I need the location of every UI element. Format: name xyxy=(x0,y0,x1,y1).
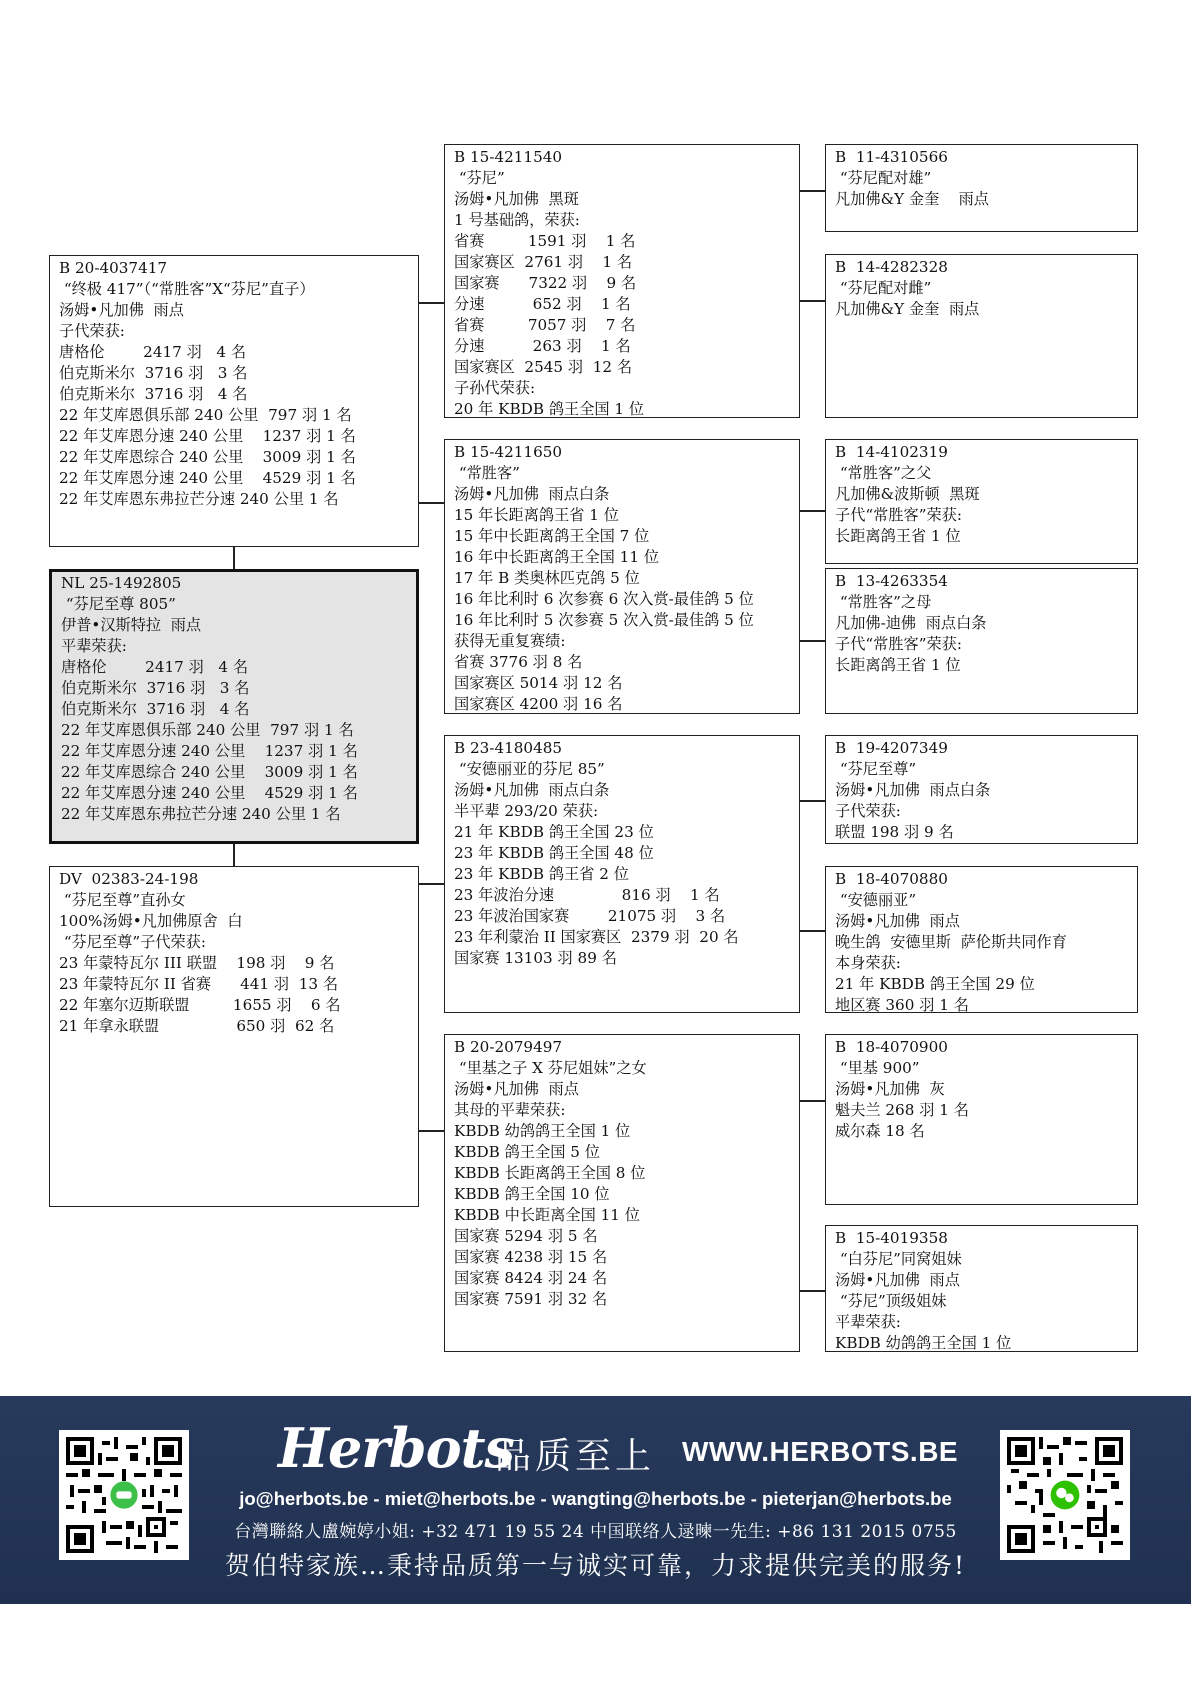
pedigree-line: KBDB 幼鸽鸽王全国 1 位 xyxy=(835,1334,1012,1352)
pigeon-name: “芬尼配对雌” xyxy=(835,279,932,297)
pedigree-line: 23 年利蒙治 II 国家赛区 2379 羽 20 名 xyxy=(454,928,739,946)
pedigree-line: 凡加佛-迪佛 雨点白条 xyxy=(835,614,987,632)
pedigree-line: 国家赛 4238 羽 15 名 xyxy=(454,1248,608,1266)
pedigree-line: KBDB 中长距离全国 11 位 xyxy=(454,1206,640,1224)
pedigree-line: 晚生鸽 安德里斯 萨伦斯共同作育 xyxy=(835,933,1067,951)
ring-number: B 18-4070900 xyxy=(835,1038,948,1056)
pedigree-line: “芬尼”顶级姐妹 xyxy=(835,1292,947,1310)
pedigree-line: 汤姆•凡加佛 雨点 xyxy=(835,912,960,930)
pedigree-line: 15 年长距离鸽王省 1 位 xyxy=(454,506,619,524)
pedigree-line: 国家赛区 4200 羽 16 名 xyxy=(454,695,623,713)
ring-number: B 19-4207349 xyxy=(835,739,948,757)
pedigree-line: 国家赛 8424 羽 24 名 xyxy=(454,1269,608,1287)
pedigree-line: 长距离鸽王省 1 位 xyxy=(835,527,961,545)
pedigree-line: 伊普•汉斯特拉 雨点 xyxy=(61,616,202,634)
ring-number: B 20-4037417 xyxy=(59,259,168,277)
pedigree-line: 汤姆•凡加佛 灰 xyxy=(835,1080,945,1098)
pedigree-line: 半平辈 293/20 荣获: xyxy=(454,802,599,820)
pedigree-line: 分速 263 羽 1 名 xyxy=(454,337,631,355)
ring-number: B 13-4263354 xyxy=(835,572,948,590)
ds-dam-card xyxy=(825,866,1138,1013)
sire-card xyxy=(49,255,419,547)
pedigree-line: 伯克斯米尔 3716 羽 3 名 xyxy=(61,679,250,697)
pedigree-line: 威尔森 18 名 xyxy=(835,1122,925,1140)
pedigree-line: 子代“常胜客”荣获: xyxy=(835,506,962,524)
motto: 贺伯特家族…秉持品质第一与诚实可靠，力求提供完美的服务! xyxy=(224,1551,967,1580)
pedigree-line: 16 年比利时 5 次参赛 5 次入赏-最佳鸽 5 位 xyxy=(454,611,754,629)
pedigree-line: 22 年艾库恩分速 240 公里 1237 羽 1 名 xyxy=(59,427,356,445)
pigeon-name: “终极 417”（“常胜客”X“芬尼”直子） xyxy=(59,280,315,298)
connector-gen3-g xyxy=(799,1100,825,1102)
contact-phones: 台灣聯絡人盧婉婷小姐: +32 471 19 55 24 中国联络人逯暕一先生: +86 131 2015 0755 xyxy=(234,1522,957,1542)
pedigree-line: 23 年蒙特瓦尔 III 联盟 198 羽 9 名 xyxy=(59,954,335,972)
dam-dam-card xyxy=(444,1034,800,1352)
pedigree-line: 21 年 KBDB 鸽王全国 23 位 xyxy=(454,823,654,841)
ring-number: B 15-4019358 xyxy=(835,1229,948,1247)
pedigree-line: 20 年 KBDB 鸽王全国 1 位 xyxy=(454,400,645,418)
pedigree-line: 国家赛区 5014 羽 12 名 xyxy=(454,674,623,692)
connector-gen3-h xyxy=(799,1290,825,1292)
ring-number: B 20-2079497 xyxy=(454,1038,563,1056)
ring-number: B 15-4211650 xyxy=(454,443,563,461)
pedigree-line: 22 年艾库恩俱乐部 240 公里 797 羽 1 名 xyxy=(61,721,354,739)
pedigree-line: 省赛 1591 羽 1 名 xyxy=(454,232,636,250)
herbots-logo: Herbots xyxy=(278,1416,514,1480)
ss-dam-card xyxy=(825,254,1138,418)
pedigree-line: 汤姆•凡加佛 雨点 xyxy=(454,1080,579,1098)
pigeon-name: “常胜客”之父 xyxy=(835,464,932,482)
pedigree-line: 伯克斯米尔 3716 羽 3 名 xyxy=(59,364,248,382)
pigeon-name: “芬尼至尊 805” xyxy=(61,595,176,613)
pigeon-name: “里基之子 X 芬尼姐妹”之女 xyxy=(454,1059,647,1077)
sire-sire-card xyxy=(444,144,800,418)
dam-sire-card xyxy=(444,735,800,1013)
connector-gen3-a xyxy=(799,190,825,192)
pedigree-line: 汤姆•凡加佛 雨点白条 xyxy=(835,781,991,799)
pedigree-line: 1 号基础鸽，荣获: xyxy=(454,211,580,229)
ring-number: B 14-4282328 xyxy=(835,258,948,276)
pedigree-line: 国家赛 5294 羽 5 名 xyxy=(454,1227,598,1245)
pedigree-line: 21 年 KBDB 鸽王全国 29 位 xyxy=(835,975,1035,993)
pedigree-line: 22 年艾库恩综合 240 公里 3009 羽 1 名 xyxy=(61,763,358,781)
connector-gen3-b xyxy=(799,300,825,302)
pedigree-line: 23 年波治国家赛 21075 羽 3 名 xyxy=(454,907,726,925)
pedigree-line: 汤姆•凡加佛 雨点白条 xyxy=(454,485,610,503)
pedigree-line: 23 年 KBDB 鸽王省 2 位 xyxy=(454,865,629,883)
sd-sire-card xyxy=(825,439,1138,564)
subject-card xyxy=(49,569,419,844)
pedigree-line: 国家赛区 2761 羽 1 名 xyxy=(454,253,633,271)
connector-gen3-c xyxy=(799,510,825,512)
website-link[interactable]: WWW.HERBOTS.BE xyxy=(682,1436,959,1467)
pedigree-line: “芬尼至尊”子代荣获: xyxy=(59,933,206,951)
connector-gen3-e xyxy=(799,800,825,802)
pigeon-name: “安德丽亚” xyxy=(835,891,917,909)
pedigree-line: 子代荣获: xyxy=(835,802,901,820)
pedigree-line: 22 年艾库恩东弗拉芒分速 240 公里 1 名 xyxy=(61,805,341,823)
pigeon-name: “芬尼至尊” xyxy=(835,760,917,778)
pedigree-line: 23 年 KBDB 鸽王全国 48 位 xyxy=(454,844,654,862)
pedigree-line: 17 年 B 类奥林匹克鸽 5 位 xyxy=(454,569,640,587)
pedigree-line: 16 年中长距离鸽王全国 11 位 xyxy=(454,548,660,566)
pedigree-line: 子代荣获: xyxy=(59,322,125,340)
pedigree-line: 汤姆•凡加佛 黑斑 xyxy=(454,190,579,208)
pedigree-line: 子代“常胜客”荣获: xyxy=(835,635,962,653)
pedigree-line: 魁夫兰 268 羽 1 名 xyxy=(835,1101,969,1119)
wechat-qr-icon xyxy=(1007,1437,1123,1553)
sire-dam-card xyxy=(444,439,800,714)
dd-sire-card xyxy=(825,1034,1138,1205)
dam-card xyxy=(49,866,419,1207)
email-addresses[interactable]: jo@herbots.be - miet@herbots.be - wangting@herbots.be - pieterjan@herbots.be xyxy=(239,1488,952,1509)
pedigree-line: 省赛 3776 羽 8 名 xyxy=(454,653,583,671)
pigeon-name: “白芬尼”同窝姐妹 xyxy=(835,1250,962,1268)
pedigree-line: KBDB 鸽王全国 10 位 xyxy=(454,1185,610,1203)
pedigree-line: 伯克斯米尔 3716 羽 4 名 xyxy=(59,385,248,403)
pedigree-line: KBDB 长距离鸽王全国 8 位 xyxy=(454,1164,646,1182)
pedigree-line: 省赛 7057 羽 7 名 xyxy=(454,316,636,334)
pedigree-line: 平辈荣获: xyxy=(61,637,127,655)
connector-gen3-d xyxy=(799,640,825,642)
pedigree-line: 22 年艾库恩综合 240 公里 3009 羽 1 名 xyxy=(59,448,356,466)
pedigree-line: 22 年艾库恩分速 240 公里 4529 羽 1 名 xyxy=(61,784,358,802)
wechat-qr-code[interactable] xyxy=(1000,1430,1130,1560)
ring-number: DV 02383-24-198 xyxy=(59,870,199,888)
dd-dam-card xyxy=(825,1225,1138,1352)
pedigree-line: 100%汤姆•凡加佛原舍 白 xyxy=(59,912,243,930)
ring-number: B 23-4180485 xyxy=(454,739,563,757)
pedigree-line: 凡加佛&Y 金奎 雨点 xyxy=(835,190,989,208)
ring-number: B 15-4211540 xyxy=(454,148,563,166)
pedigree-line: KBDB 幼鸽鸽王全国 1 位 xyxy=(454,1122,631,1140)
pedigree-line: 联盟 198 羽 9 名 xyxy=(835,823,954,841)
pedigree-line: 22 年塞尔迈斯联盟 1655 羽 6 名 xyxy=(59,996,341,1014)
pedigree-line: 凡加佛&Y 金奎 雨点 xyxy=(835,300,980,318)
connector-sire-up xyxy=(418,302,444,304)
pigeon-name: “常胜客” xyxy=(454,464,520,482)
pedigree-line: 长距离鸽王省 1 位 xyxy=(835,656,961,674)
pedigree-line: 汤姆•凡加佛 雨点白条 xyxy=(454,781,610,799)
pedigree-line: 唐格伦 2417 羽 4 名 xyxy=(59,343,247,361)
connector-subject-dam xyxy=(233,843,235,866)
pedigree-line: 唐格伦 2417 羽 4 名 xyxy=(61,658,249,676)
pigeon-name: “安德丽亚的芬尼 85” xyxy=(454,760,605,778)
pedigree-line: 本身荣获: xyxy=(835,954,901,972)
pigeon-name: “里基 900” xyxy=(835,1059,920,1077)
ds-sire-card xyxy=(825,735,1138,844)
pedigree-line: 汤姆•凡加佛 雨点 xyxy=(835,1271,960,1289)
connector-sire-subject xyxy=(233,546,235,569)
pedigree-line: 其母的平辈荣获: xyxy=(454,1101,566,1119)
pigeon-name: “芬尼” xyxy=(454,169,505,187)
pedigree-line: 22 年艾库恩分速 240 公里 4529 羽 1 名 xyxy=(59,469,356,487)
pedigree-line: 国家赛区 2545 羽 12 名 xyxy=(454,358,633,376)
pedigree-line: KBDB 鸽王全国 5 位 xyxy=(454,1143,600,1161)
pedigree-line: 平辈荣获: xyxy=(835,1313,901,1331)
pigeon-name: “芬尼配对雄” xyxy=(835,169,932,187)
pedigree-line: 伯克斯米尔 3716 羽 4 名 xyxy=(61,700,250,718)
pedigree-line: 22 年艾库恩东弗拉芒分速 240 公里 1 名 xyxy=(59,490,339,508)
ring-number: B 14-4102319 xyxy=(835,443,948,461)
ring-number: NL 25-1492805 xyxy=(61,574,182,592)
ring-number: B 18-4070880 xyxy=(835,870,948,888)
connector-dam-down xyxy=(418,1130,444,1132)
pedigree-line: 23 年蒙特瓦尔 II 省赛 441 羽 13 名 xyxy=(59,975,339,993)
pedigree-line: 汤姆•凡加佛 雨点 xyxy=(59,301,184,319)
pedigree-line: 国家赛 13103 羽 89 名 xyxy=(454,949,617,967)
pedigree-line: 凡加佛&波斯顿 黑斑 xyxy=(835,485,980,503)
ring-number: B 11-4310566 xyxy=(835,148,948,166)
sd-dam-card xyxy=(825,568,1138,714)
pedigree-line: 获得无重复赛绩: xyxy=(454,632,566,650)
pedigree-line: 15 年中长距离鸽王全国 7 位 xyxy=(454,527,650,545)
connector-sire-down xyxy=(418,502,444,504)
pedigree-line: 分速 652 羽 1 名 xyxy=(454,295,631,313)
pedigree-line: 16 年比利时 6 次参赛 6 次入赏-最佳鸽 5 位 xyxy=(454,590,754,608)
pedigree-line: 国家赛 7322 羽 9 名 xyxy=(454,274,637,292)
connector-gen3-f xyxy=(799,930,825,932)
pedigree-line: 22 年艾库恩俱乐部 240 公里 797 羽 1 名 xyxy=(59,406,352,424)
pedigree-line: 地区赛 360 羽 1 名 xyxy=(835,996,969,1013)
pigeon-name: “芬尼至尊”直孙女 xyxy=(59,891,186,909)
pigeon-name: “常胜客”之母 xyxy=(835,593,932,611)
pedigree-line: 国家赛 7591 羽 32 名 xyxy=(454,1290,608,1308)
connector-dam-up xyxy=(418,883,444,885)
pedigree-line: 21 年拿永联盟 650 羽 62 名 xyxy=(59,1017,335,1035)
pedigree-line: 子孙代荣获: xyxy=(454,379,536,397)
pedigree-line: 22 年艾库恩分速 240 公里 1237 羽 1 名 xyxy=(61,742,358,760)
pedigree-line: 23 年波治分速 816 羽 1 名 xyxy=(454,886,720,904)
footer-banner xyxy=(0,1396,1191,1604)
ss-sire-card xyxy=(825,144,1138,232)
slogan: 品质至上 xyxy=(495,1436,656,1477)
